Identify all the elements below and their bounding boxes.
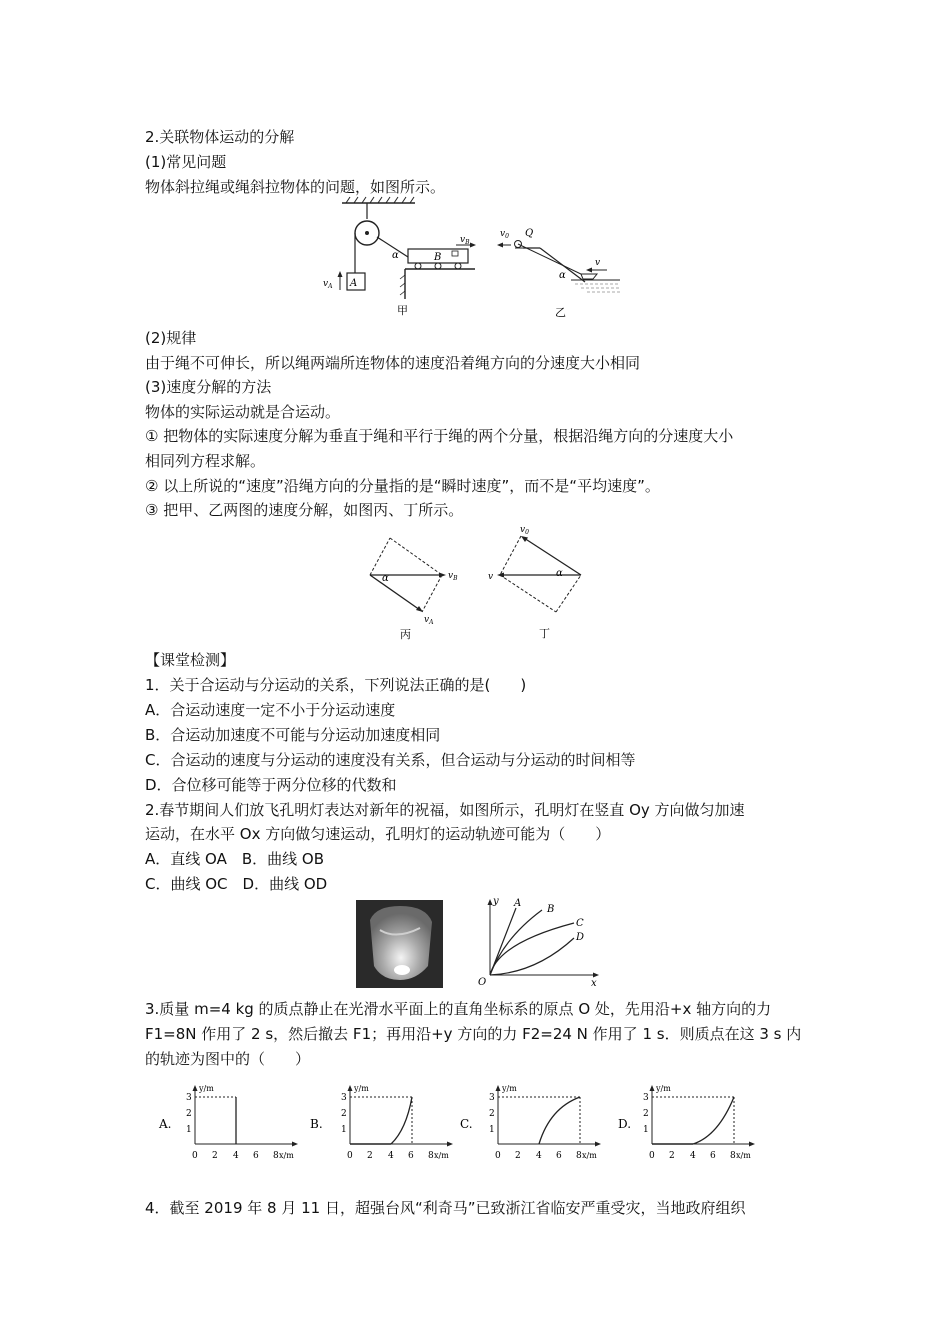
option-label: B. xyxy=(310,1117,323,1131)
label-vA: $v_A$ xyxy=(323,279,333,290)
figure-ding xyxy=(486,522,596,645)
y-tick: 2 xyxy=(489,1109,495,1119)
x-tick: 4 xyxy=(690,1151,696,1161)
list-item-2: ② 以上所说的“速度”沿绳方向的分量指的是“瞬时速度”，而不是“平均速度”。 xyxy=(145,477,660,495)
x-tick: 0 xyxy=(347,1151,353,1161)
question-3-cont: 的轨迹为图中的（ ） xyxy=(145,1050,311,1068)
paragraph: 物体的实际运动就是合运动。 xyxy=(145,403,341,421)
curve-label-c: C xyxy=(576,918,584,929)
x-tick: 0 xyxy=(192,1151,198,1161)
y-tick: 2 xyxy=(643,1109,649,1119)
question-2: 2.春节期间人们放飞孔明灯表达对新年的祝福，如图所示，孔明灯在竖直 Oy 方向做匀加速 xyxy=(145,801,745,819)
caption-ding: 丁 xyxy=(539,627,550,640)
question-3-cont: F1=8N 作用了 2 s，然后撤去 F1；再用沿+y 方向的力 F2=24 N 作用了 1 s．则质点在这 3 s 内 xyxy=(145,1025,802,1043)
option-b-graph xyxy=(310,1080,460,1164)
x-tick: 2 xyxy=(367,1151,373,1161)
y-tick: 3 xyxy=(186,1093,192,1103)
question-1-option-d: D．合位移可能等于两分位移的代数和 xyxy=(145,776,397,794)
axis-y-label: y xyxy=(493,896,499,907)
caption-jia: 甲 xyxy=(397,304,408,317)
axis-y-label: y/m xyxy=(354,1084,369,1093)
section-title: 2.关联物体运动的分解 xyxy=(145,128,295,146)
label-v0: $v_0$ xyxy=(500,229,509,240)
subheading-method: (3)速度分解的方法 xyxy=(145,378,272,396)
option-d-graph xyxy=(612,1080,762,1164)
question-4: 4．截至 2019 年 8 月 11 日，超强台风“利奇马”已致浙江省临安严重受灾，当地政府组织 xyxy=(145,1199,746,1217)
x-tick: 2 xyxy=(212,1151,218,1161)
y-tick: 3 xyxy=(489,1093,495,1103)
trajectory-graph xyxy=(474,893,604,987)
y-tick: 1 xyxy=(341,1125,347,1135)
option-a-graph xyxy=(155,1080,305,1164)
y-tick: 1 xyxy=(186,1125,192,1135)
label-alpha: α xyxy=(559,270,566,281)
figure-bing xyxy=(362,530,472,645)
y-tick: 1 xyxy=(643,1125,649,1135)
x-tick: 8 xyxy=(576,1151,582,1161)
curve-label-a: A xyxy=(514,898,522,909)
label-vB: $v_B$ xyxy=(460,235,470,246)
axis-y-label: y/m xyxy=(502,1084,517,1093)
axis-x-label: x/m xyxy=(582,1151,597,1160)
question-1: 1．关于合运动与分运动的关系，下列说法正确的是( ) xyxy=(145,676,527,694)
paragraph: 由于绳不可伸长，所以绳两端所连物体的速度沿着绳方向的分速度大小相同 xyxy=(145,354,641,372)
x-tick: 0 xyxy=(649,1151,655,1161)
axis-y-label: y/m xyxy=(656,1084,671,1093)
option-label: C. xyxy=(460,1117,473,1131)
figure-yi xyxy=(495,222,625,322)
option-label: A. xyxy=(159,1117,172,1131)
curve-label-b: B xyxy=(547,904,555,915)
label-alpha: α xyxy=(392,250,399,261)
x-tick: 8 xyxy=(428,1151,434,1161)
list-item-1: ① 把物体的实际速度分解为垂直于绳和平行于绳的两个分量，根据沿绳方向的分速度大小 xyxy=(145,427,734,445)
caption-yi: 乙 xyxy=(555,306,566,319)
label-v0: $v_0$ xyxy=(520,525,529,536)
x-tick: 6 xyxy=(556,1151,562,1161)
label-Q: Q xyxy=(525,228,534,239)
label-vA: $v_A$ xyxy=(424,615,434,626)
axis-x-label: x/m xyxy=(434,1151,449,1160)
subheading-common-problems: (1)常见问题 xyxy=(145,153,227,171)
label-v: v xyxy=(595,258,601,268)
list-item-1-cont: 相同列方程求解。 xyxy=(145,452,266,470)
label-B: B xyxy=(434,252,442,263)
x-tick: 4 xyxy=(388,1151,394,1161)
x-tick: 0 xyxy=(495,1151,501,1161)
question-2-cont: 运动，在水平 Ox 方向做匀速运动，孔明灯的运动轨迹可能为（ ） xyxy=(145,825,611,843)
question-1-option-c: C．合运动的速度与分运动的速度没有关系，但合运动与分运动的时间相等 xyxy=(145,751,636,769)
option-label: D. xyxy=(618,1117,632,1131)
label-A: A xyxy=(350,278,358,289)
question-3: 3.质量 m=4 kg 的质点静止在光滑水平面上的直角坐标系的原点 O 处，先用沿+x 轴方向的力 xyxy=(145,1000,772,1018)
x-tick: 8 xyxy=(273,1151,279,1161)
x-tick: 6 xyxy=(710,1151,716,1161)
label-v: v xyxy=(488,572,494,582)
x-tick: 6 xyxy=(408,1151,414,1161)
lantern-photo xyxy=(356,900,443,988)
option-c-graph xyxy=(458,1080,608,1164)
y-tick: 2 xyxy=(186,1109,192,1119)
y-tick: 3 xyxy=(341,1093,347,1103)
question-2-options-cd: C．曲线 OC D．曲线 OD xyxy=(145,875,328,893)
x-tick: 6 xyxy=(253,1151,259,1161)
question-1-option-b: B．合运动加速度不可能与分运动加速度相同 xyxy=(145,726,441,744)
subheading-rule: (2)规律 xyxy=(145,329,197,347)
quiz-heading: 【课堂检测】 xyxy=(145,651,236,669)
question-2-options-ab: A．直线 OA B．曲线 OB xyxy=(145,850,324,868)
label-vB: $v_B$ xyxy=(448,571,458,582)
caption-bing: 丙 xyxy=(400,628,411,641)
x-tick: 8 xyxy=(730,1151,736,1161)
axis-x-label: x/m xyxy=(736,1151,751,1160)
y-tick: 3 xyxy=(643,1093,649,1103)
x-tick: 2 xyxy=(515,1151,521,1161)
label-alpha: α xyxy=(382,573,389,584)
label-alpha: α xyxy=(556,568,563,579)
paragraph: 物体斜拉绳或绳斜拉物体的问题，如图所示。 xyxy=(145,178,446,196)
y-tick: 2 xyxy=(341,1109,347,1119)
axis-y-label: y/m xyxy=(199,1084,214,1093)
list-item-3: ③ 把甲、乙两图的速度分解，如图丙、丁所示。 xyxy=(145,501,464,519)
x-tick: 2 xyxy=(669,1151,675,1161)
x-tick: 4 xyxy=(536,1151,542,1161)
question-1-option-a: A．合运动速度一定不小于分运动速度 xyxy=(145,701,396,719)
axis-x-label: x/m xyxy=(279,1151,294,1160)
axis-x-label: x xyxy=(591,978,597,987)
curve-label-d: D xyxy=(576,932,585,943)
y-tick: 1 xyxy=(489,1125,495,1135)
figure-jia xyxy=(320,195,480,320)
origin-label: O xyxy=(478,977,487,987)
x-tick: 4 xyxy=(233,1151,239,1161)
